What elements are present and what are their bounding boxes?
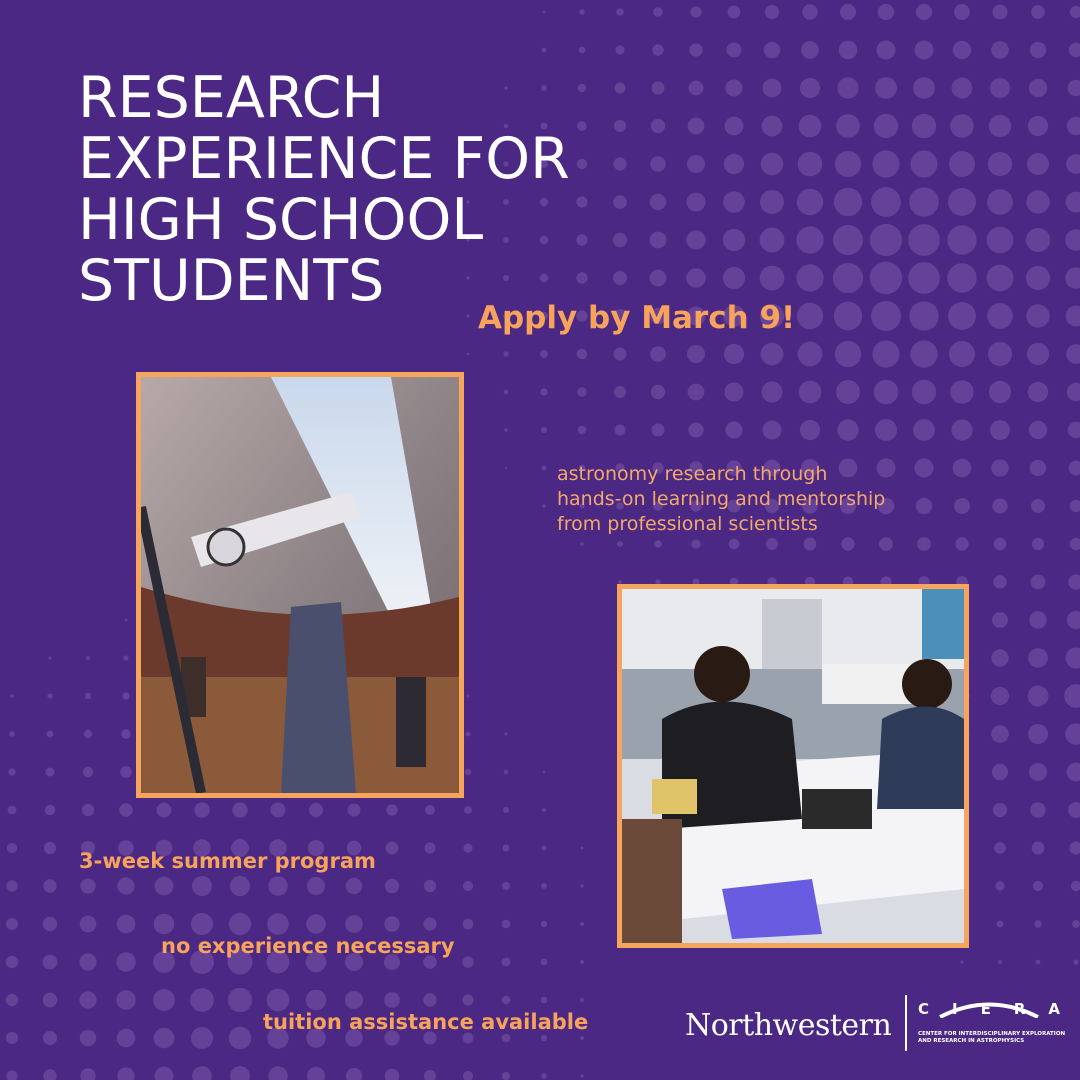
northwestern-logo: Northwestern	[685, 1008, 892, 1043]
feature-no-experience: no experience necessary	[161, 934, 455, 958]
description-line: astronomy research through	[557, 463, 828, 485]
title-line: EXPERIENCE FOR	[78, 126, 570, 192]
ciera-letter: C	[918, 1000, 930, 1018]
apply-deadline: Apply by March 9!	[478, 300, 796, 336]
title-line: STUDENTS	[78, 248, 385, 314]
title-line: HIGH SCHOOL	[78, 187, 484, 253]
page-title	[78, 65, 570, 314]
ciera-subtitle	[918, 1031, 1066, 1045]
ciera-logo	[918, 998, 1066, 1050]
ciera-letter: E	[980, 1000, 991, 1018]
ciera-wordmark	[918, 1000, 1060, 1018]
description-line: from professional scientists	[557, 513, 818, 535]
ciera-letter: I	[952, 1000, 958, 1018]
ciera-letter: A	[1048, 1000, 1060, 1018]
ciera-letter: R	[1013, 1000, 1026, 1018]
feature-program-length: 3-week summer program	[79, 849, 376, 873]
logo-divider	[905, 995, 907, 1051]
program-description	[557, 462, 885, 537]
observatory-telescope-photo	[136, 372, 464, 798]
ciera-subtitle-line: AND RESEARCH IN ASTROPHYSICS	[918, 1038, 1025, 1044]
description-line: hands-on learning and mentorship	[557, 488, 886, 510]
feature-tuition-assistance: tuition assistance available	[263, 1010, 589, 1034]
title-line: RESEARCH	[78, 65, 385, 131]
classroom-activity-photo	[617, 584, 969, 948]
ciera-subtitle-line: CENTER FOR INTERDISCIPLINARY EXPLORATION	[918, 1031, 1066, 1037]
